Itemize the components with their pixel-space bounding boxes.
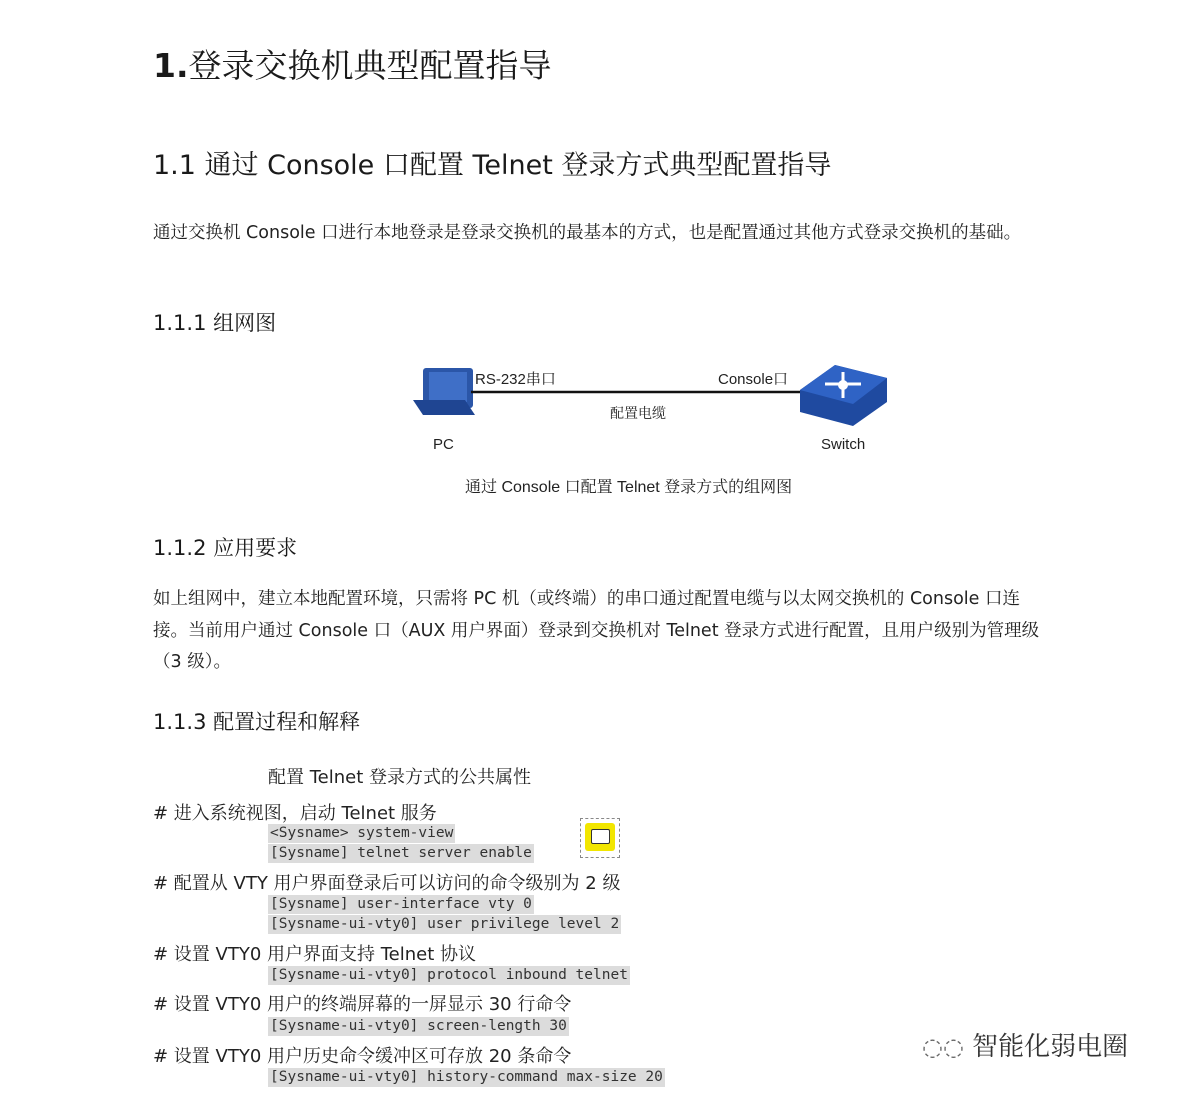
title-number: 1.: [153, 46, 189, 85]
intro-paragraph: 通过交换机 Console 口进行本地登录是登录交换机的最基本的方式，也是配置通过其他方式登录交换机的基础。: [153, 223, 1022, 243]
wechat-icon: ◌◌: [922, 1033, 964, 1061]
comment-note-icon[interactable]: [580, 818, 620, 858]
switch-port-label: Console口: [718, 371, 789, 388]
subsection-heading-requirements: 1.1.2 应用要求: [153, 536, 298, 560]
switch-label: Switch: [821, 436, 866, 453]
cable-label: 配置电缆: [610, 405, 666, 421]
step-comment: # 设置 VTY0 用户历史命令缓冲区可存放 20 条命令: [153, 1046, 572, 1067]
step-comment: # 设置 VTY0 用户的终端屏幕的一屏显示 30 行命令: [153, 994, 572, 1015]
code-line: [Sysname] telnet server enable: [270, 845, 532, 861]
code-line: [Sysname-ui-vty0] screen-length 30: [270, 1018, 567, 1034]
subsection-heading-procedure: 1.1.3 配置过程和解释: [153, 710, 361, 734]
watermark: [922, 1026, 1128, 1063]
pc-label: PC: [433, 436, 454, 453]
watermark-text: 智能化弱电圈: [972, 1032, 1129, 1062]
step-comment: # 配置从 VTY 用户界面登录后可以访问的命令级别为 2 级: [153, 873, 621, 894]
page-title: [153, 40, 552, 87]
pc-port-label: RS-232串口: [475, 371, 556, 388]
switch-icon: [800, 365, 887, 426]
diagram-caption: 通过 Console 口配置 Telnet 登录方式的组网图: [465, 479, 793, 496]
code-line: [Sysname-ui-vty0] history-command max-size 20: [270, 1069, 663, 1085]
code-line: <Sysname> system-view: [270, 825, 454, 841]
title-text: 登录交换机典型配置指导: [188, 46, 552, 85]
step-comment: # 设置 VTY0 用户界面支持 Telnet 协议: [153, 944, 476, 965]
network-diagram: [405, 360, 895, 460]
procedure-subtitle: 配置 Telnet 登录方式的公共属性: [268, 767, 531, 788]
code-line: [Sysname] user-interface vty 0: [270, 896, 532, 912]
code-line: [Sysname-ui-vty0] user privilege level 2: [270, 916, 620, 932]
subsection-heading-network: 1.1.1 组网图: [153, 311, 277, 335]
step-comment: # 进入系统视图，启动 Telnet 服务: [153, 803, 437, 824]
section-heading: 1.1 通过 Console 口配置 Telnet 登录方式典型配置指导: [153, 150, 832, 181]
code-line: [Sysname-ui-vty0] protocol inbound telnet: [270, 967, 628, 983]
pc-icon: [413, 368, 475, 415]
requirements-paragraph: 如上组网中，建立本地配置环境，只需将 PC 机（或终端）的串口通过配置电缆与以太网交换机的 Console 口连接。当前用户通过 Console 口（AUX 用户界面）登录到交换机对 Telnet 登录方式进行配置，且用户级别为管理级（3 级）。: [153, 589, 1040, 672]
